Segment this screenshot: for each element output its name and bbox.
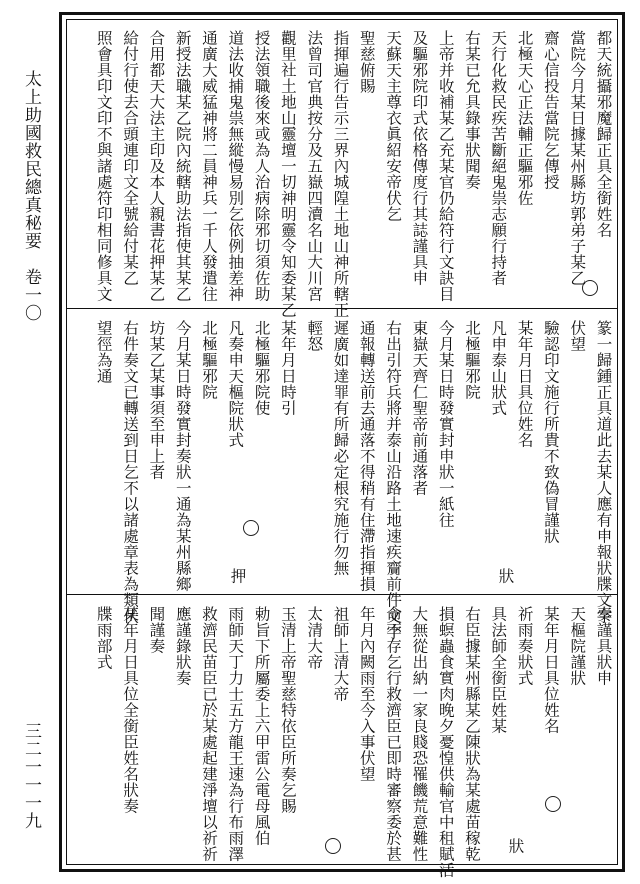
margin-title: 太上助國救民總真秘要 卷一〇 [21,70,41,322]
text-column: 伏望 [568,320,587,352]
text-column: 北極驅邪院 [200,320,218,400]
text-column: 輕怒 [305,320,324,352]
text-column: 右某已允具錄事狀聞奏 [463,30,481,190]
text-column: 北極驅邪院使 [252,320,271,416]
text-column: 命不存乞行救濟臣已即時審察委於甚 [384,606,403,862]
text-column: 年月內闕雨至今入事伏望 [357,606,376,782]
section-divider-2 [67,594,617,595]
text-column: 上帝并收補某乙充某官仍給符行文訣目 [436,30,455,302]
text-column: 給付行使去合頭連印文全號給付某乙 [121,30,140,286]
text-column: 天樞院謹狀 [568,606,587,686]
text-column: 東嶽天齊仁聖帝前通落者 [410,320,429,496]
text-column: 某年月日具位全銜臣姓名狀奏 [121,606,140,814]
text-column: 右件奏文已轉送到日乞不以諸處章表為類伏 [121,320,140,624]
text-column: 凡申泰山狀式 [489,320,508,416]
text-column: 驗認印文施行所貴不致偽冒謹狀 [541,320,560,544]
text-column: 觀里社土地山靈壇一切神明靈令知委某乙 [278,30,297,318]
text-column: 牒雨部式 [94,606,113,670]
mark-zhuang-middle: 狀 [496,568,515,584]
text-column: 及驅邪院印式依格傳度行其誌謹具申 [410,30,429,286]
text-column: 損螟蟲食實肉晚夕憂惶供輸官中租賦活 [436,606,455,878]
text-column: 右臣據某州縣某乙陳狀為某處苗稼乾 [463,606,481,862]
text-column: 某年月日時引 [278,320,297,416]
text-column: 授法領職後來或為人治病除邪切須佐助 [252,30,271,302]
text-column: 某年月日具位姓名 [541,606,560,734]
text-column: 祈雨奏狀式 [515,606,534,686]
text-column: 北極驅邪院 [463,320,481,400]
text-column: 右出引符兵將并泰山沿路土地速疾齎前件文字 [384,320,403,640]
text-column: 具法師全銜臣姓某 [489,606,508,734]
text-column: 遲廣如達罪有所歸必定根究施行勿無 [331,320,350,576]
text-column: 新授法職某乙院內統轄助法指使其某乙 [173,30,192,302]
text-column: 照會具印文印不與諸處符印相同修具文 [94,30,113,302]
page-inner-border [66,19,618,878]
text-column: 凡奏申天樞院狀式 [226,320,245,448]
text-column: 玉清上帝聖慈特依臣所奏乞賜 [278,606,297,814]
text-column: 坊某乙某事須至申上者 [147,320,166,480]
circle-mark-top [582,280,598,296]
text-column: 通廣大威猛神將二員神兵一千人發遣往 [200,30,218,302]
circle-mark-bottom-2 [325,838,341,854]
mark-ya: 押 [228,568,247,584]
text-column: 當院今月某日據某州縣坊郭弟子某乙 [568,30,587,286]
mark-zhuang-bottom: 狀 [506,838,525,854]
text-column: 某年月日具位姓名 [515,320,534,448]
text-column: 望徑為通 [94,320,113,384]
text-column: 應謹錄狀奏 [173,606,192,686]
text-column: 奏謹具狀申 [594,606,613,686]
text-column: 聞謹奏 [147,606,166,654]
text-column: 雨師天丁力士五方龍王速為行布雨澤 [226,606,245,862]
text-column: 篆一歸鍾正具道此去某人應有申報狀牒文字 [594,320,613,624]
text-column: 指揮遍行告示三界內城隍土地山神所轄正 [331,30,350,318]
text-column: 祖師上清大帝 [331,606,350,702]
page-frame [59,12,625,878]
text-column: 今月某日時發實封申狀一紙往 [436,320,455,528]
text-column: 合用都天大法主印及本人親書花押某乙 [147,30,166,302]
text-column: 太清大帝 [305,606,324,670]
text-column: 救濟民苗臣已於某處起建淨壇以祈祈 [200,606,218,862]
text-column: 北極天心正法輔正驅邪佐 [515,30,534,206]
text-column: 齋心信投告當院乞傳授 [541,30,560,190]
text-column: 法曾司官典按分及五嶽四瀆名山大川宮 [305,30,324,302]
text-column: 天行化救民疾苦斷絕鬼祟志願行持者 [489,30,508,286]
text-column: 聖慈俯賜 [357,30,376,94]
page-number: 三二一一一九 [21,722,41,830]
text-column: 道法收捕鬼祟無縱慢易別乞依例抽差神 [226,30,245,302]
circle-mark-middle [243,520,259,536]
text-column: 勅旨下所屬委上六甲雷公電母風伯 [252,606,271,846]
text-column: 天蘇天主尊衣眞紹安帝伏乞 [384,30,403,222]
text-column: 都天統攝邪魔歸正具全銜姓名 [594,30,613,238]
text-column: 大無從出納一家良賤恐罹饑荒意難性 [410,606,429,862]
text-column: 通報轉送前去通落不得稍有住滯指揮損 [357,320,376,592]
circle-mark-bottom [545,796,561,812]
text-column: 今月某日時發實封奏狀一通為某州縣鄉 [173,320,192,592]
